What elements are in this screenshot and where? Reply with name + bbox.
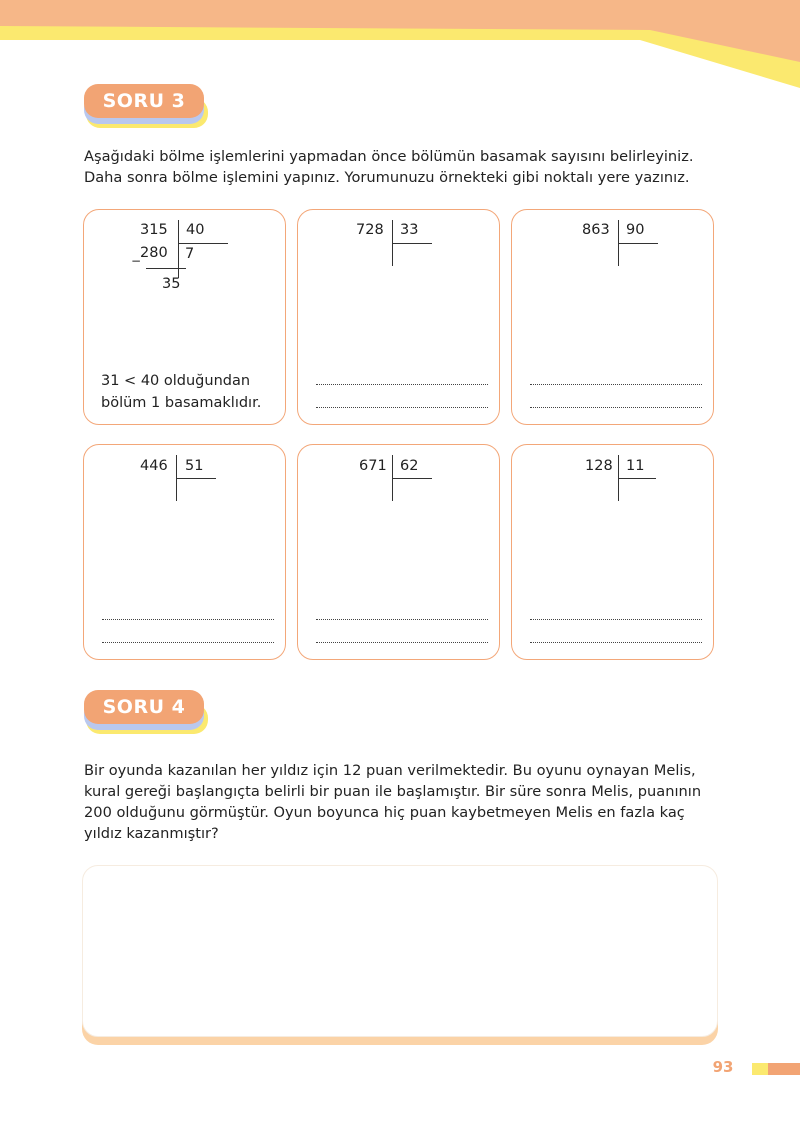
example-division-box	[83, 209, 286, 425]
instruction-line: Aşağıdaki bölme işlemlerini yapmadan önce bölümün basamak sayısını belirleyiniz.	[84, 148, 694, 165]
dividend: 128	[585, 458, 613, 474]
division-bar-horizontal	[618, 243, 658, 244]
answer-area[interactable]	[82, 865, 718, 1045]
example-quotient: 7	[185, 246, 195, 262]
soru-4-badge	[84, 690, 208, 736]
subtraction-line	[146, 268, 186, 269]
soru-4-question	[84, 760, 724, 844]
instruction-line: Daha sonra bölme işlemini yapınız. Yorumunuzu örnekteki gibi noktalı yere yazınız.	[84, 169, 690, 186]
soru-3-label: SORU 3	[84, 84, 204, 118]
divisor: 90	[626, 222, 645, 238]
soru-3-badge	[84, 84, 208, 130]
division-box	[83, 444, 286, 660]
division-box	[297, 444, 500, 660]
question-line: yıldız kazanmıştır?	[84, 825, 219, 842]
answer-dotted-line[interactable]	[530, 642, 702, 643]
example-divisor: 40	[186, 222, 205, 238]
example-remainder: 35	[162, 276, 181, 292]
page-number: 93	[712, 1058, 734, 1076]
answer-dotted-line[interactable]	[102, 619, 274, 620]
divisor: 51	[185, 458, 204, 474]
answer-dotted-line[interactable]	[530, 384, 702, 385]
example-comment	[101, 370, 261, 414]
division-bar-horizontal	[392, 478, 432, 479]
divisor: 62	[400, 458, 419, 474]
dividend: 863	[582, 222, 610, 238]
example-dividend: 315	[140, 222, 168, 238]
answer-area-field[interactable]	[82, 865, 718, 1037]
example-comment-line: 31 < 40 olduğundan	[101, 373, 251, 389]
division-bar-horizontal	[178, 243, 228, 244]
answer-dotted-line[interactable]	[316, 407, 488, 408]
division-box	[511, 444, 714, 660]
division-box	[297, 209, 500, 425]
soru-4-label: SORU 4	[84, 690, 204, 724]
page-number-bar-yellow	[752, 1063, 768, 1075]
answer-dotted-line[interactable]	[316, 619, 488, 620]
dividend: 446	[140, 458, 168, 474]
example-comment-line: bölüm 1 basamaklıdır.	[101, 395, 262, 411]
answer-dotted-line[interactable]	[316, 642, 488, 643]
minus-sign: −	[131, 254, 142, 268]
page-number-bar-orange	[768, 1063, 800, 1075]
soru-3-instructions	[84, 146, 724, 188]
division-bar-horizontal	[618, 478, 656, 479]
answer-dotted-line[interactable]	[530, 619, 702, 620]
answer-dotted-line[interactable]	[316, 384, 488, 385]
division-box	[511, 209, 714, 425]
answer-dotted-line[interactable]	[530, 407, 702, 408]
question-line: kural gereği başlangıçta belirli bir puan ile başlamıştır. Bir süre sonra Melis, puanının	[84, 783, 702, 800]
answer-dotted-line[interactable]	[102, 642, 274, 643]
example-subtrahend: 280	[140, 245, 168, 261]
question-line: 200 olduğunu görmüştür. Oyun boyunca hiç puan kaybetmeyen Melis en fazla kaç	[84, 804, 685, 821]
division-bar-horizontal	[392, 243, 432, 244]
divisor: 11	[626, 458, 645, 474]
top-decorative-band	[0, 0, 800, 90]
question-line: Bir oyunda kazanılan her yıldız için 12 puan verilmektedir. Bu oyunu oynayan Melis,	[84, 762, 696, 779]
dividend: 728	[356, 222, 384, 238]
division-bar-horizontal	[176, 478, 216, 479]
divisor: 33	[400, 222, 419, 238]
dividend: 671	[359, 458, 387, 474]
